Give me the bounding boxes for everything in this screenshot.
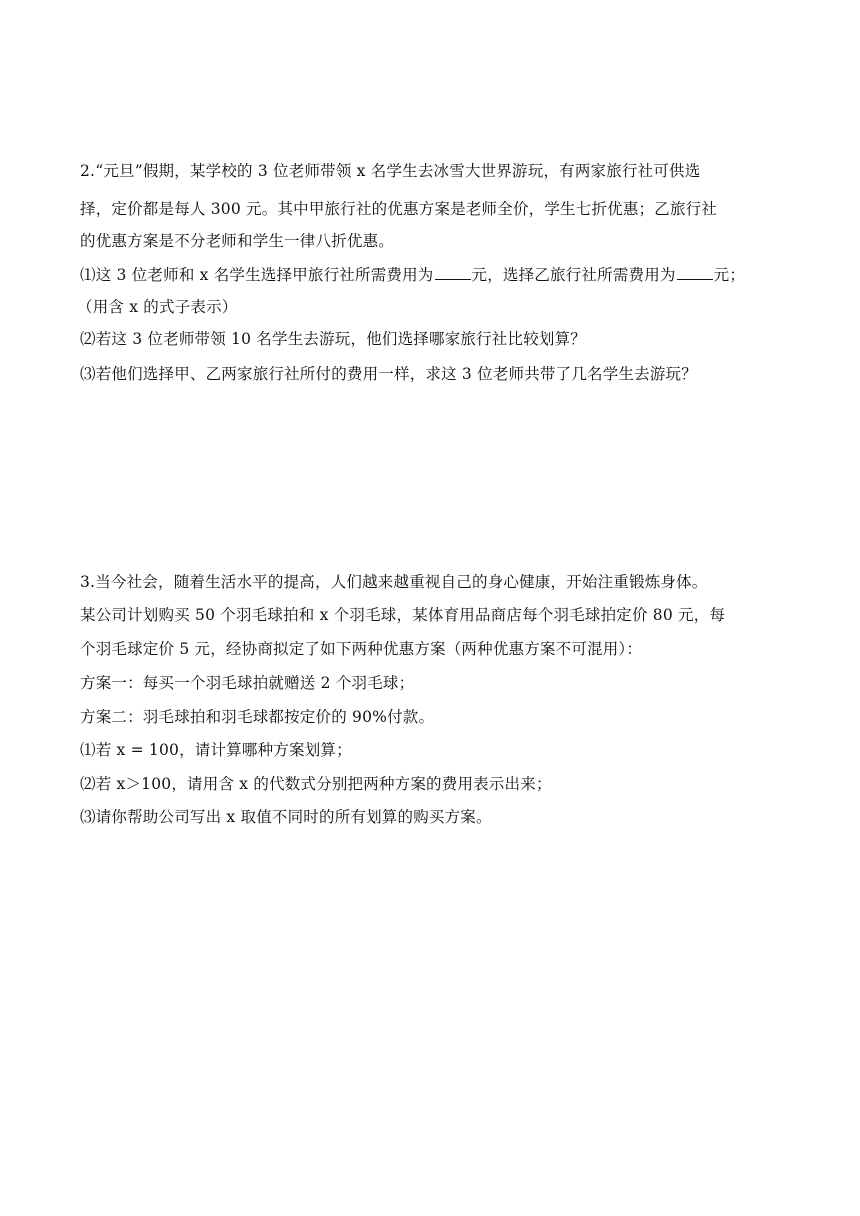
q3-part-2: ⑵若 x＞100，请用含 x 的代数式分别把两种方案的费用表示出来； [80,775,552,793]
q3-plan-2: 方案二：羽毛球拍和羽毛球都按定价的 90%付款。 [80,708,435,726]
q3-part-3: ⑶请你帮助公司写出 x 取值不同时的所有划算的购买方案。 [80,808,492,826]
q3-part-1: ⑴若 x = 100，请计算哪种方案划算； [80,741,352,759]
q2-part-2: ⑵若这 3 位老师带领 10 名学生去游玩，他们选择哪家旅行社比较划算？ [80,330,586,348]
answer-blank [435,265,471,280]
q2-stem-line-2: 择，定价都是每人 300 元。其中甲旅行社的优惠方案是老师全价，学生七折优惠；乙旅行社 [80,200,718,218]
q3-plan-1: 方案一：每买一个羽毛球拍就赠送 2 个羽毛球； [80,674,415,692]
q2-stem-line-3: 的优惠方案是不分老师和学生一律八折优惠。 [80,232,395,250]
q2-part-1-text-c: 元； [713,266,746,284]
q3-stem-line-2: 某公司计划购买 50 个羽毛球拍和 x 个羽毛球，某体育用品商店每个羽毛球拍定价 80 元，每 [80,606,726,624]
answer-blank [677,265,713,280]
q2-part-1-note: （用含 x 的式子表示） [77,298,238,316]
q2-part-1 [80,264,800,286]
q2-part-3: ⑶若他们选择甲、乙两家旅行社所付的费用一样，求这 3 位老师共带了几名学生去游玩？ [80,365,697,383]
q2-part-1-text-b: 元，选择乙旅行社所需费用为 [471,266,676,284]
q3-stem-line-3: 个羽毛球定价 5 元，经协商拟定了如下两种优惠方案（两种优惠方案不可混用）： [80,640,643,658]
q3-stem-line-1: 3.当今社会，随着生活水平的提高，人们越来越重视自己的身心健康，开始注重锻炼身体。 [80,573,708,591]
q2-part-1-text-a: ⑴这 3 位老师和 x 名学生选择甲旅行社所需费用为 [80,266,434,284]
q2-stem-line-1: 2.“元旦”假期，某学校的 3 位老师带领 x 名学生去冰雪大世界游玩，有两家旅行社可供选 [80,162,701,180]
